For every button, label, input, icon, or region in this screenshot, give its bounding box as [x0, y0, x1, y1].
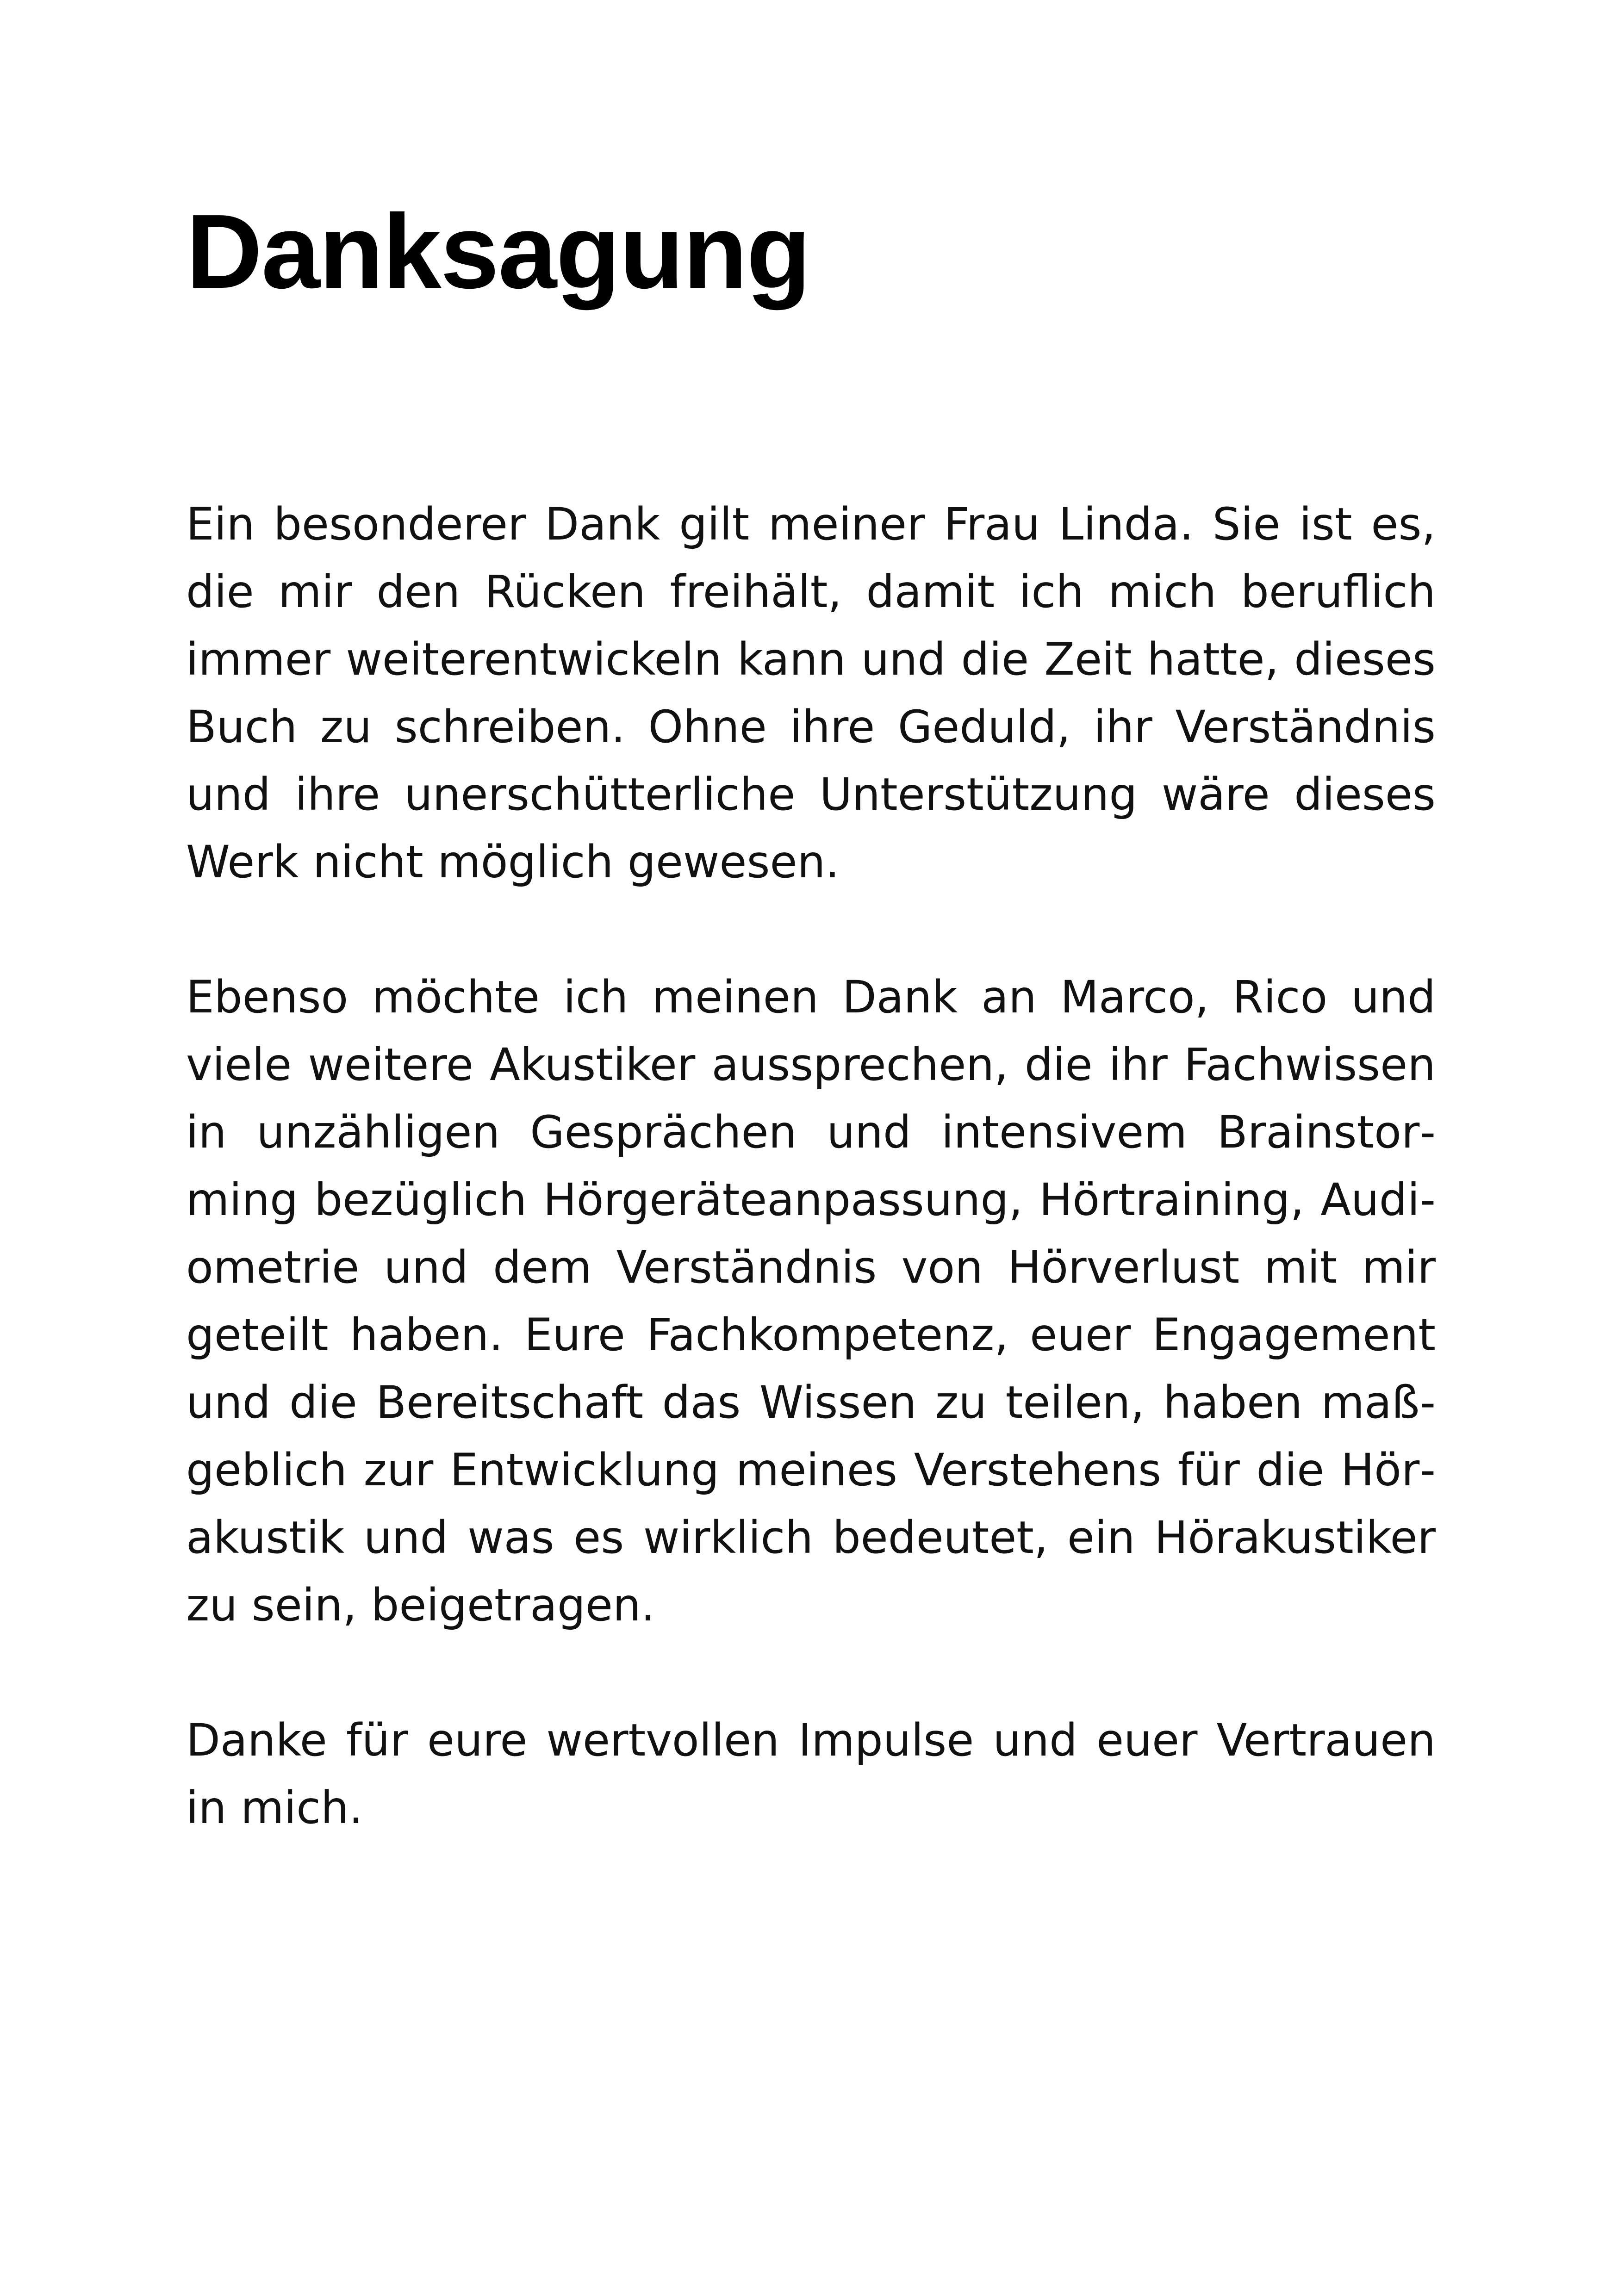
body-text [186, 490, 1436, 1842]
paragraph-thanks-wife: Ein besonderer Dank gilt meiner Frau Linda. Sie ist es, die mir den Rücken freihält, damit ich mich beruflich immer weiterentwickeln kann und die Zeit hatte, dieses Buch zu schreiben. Ohne ihre Geduld, ihr Verständnis und ihre unerschütterliche Unterstützung wäre dieses Werk nicht möglich gewesen. [186, 498, 1436, 888]
paragraph-thanks-acousticians: Ebenso möchte ich meinen Dank an Marco, Rico und viele weitere Akustiker aussprechen, die ihr Fachwissen in unzähligen Gesprächen und intensivem Brainstorming bezüglich Hörgeräteanpassung, Hörtraining, Audiometrie und dem Verständnis von Hörverlust mit mir geteilt haben. Eure Fachkompetenz, euer Engagement und die Bereitschaft das Wissen zu teilen, haben maßgeblich zur Entwicklung meines Verstehens für die Hörakustik und was es wirklich bedeutet, ein Hörakustiker zu sein, beigetragen. [186, 971, 1436, 1631]
paragraph-closing-thanks: Danke für eure wertvollen Impulse und euer Vertrauen in mich. [186, 1714, 1436, 1834]
page-title: Danksagung [186, 193, 810, 310]
